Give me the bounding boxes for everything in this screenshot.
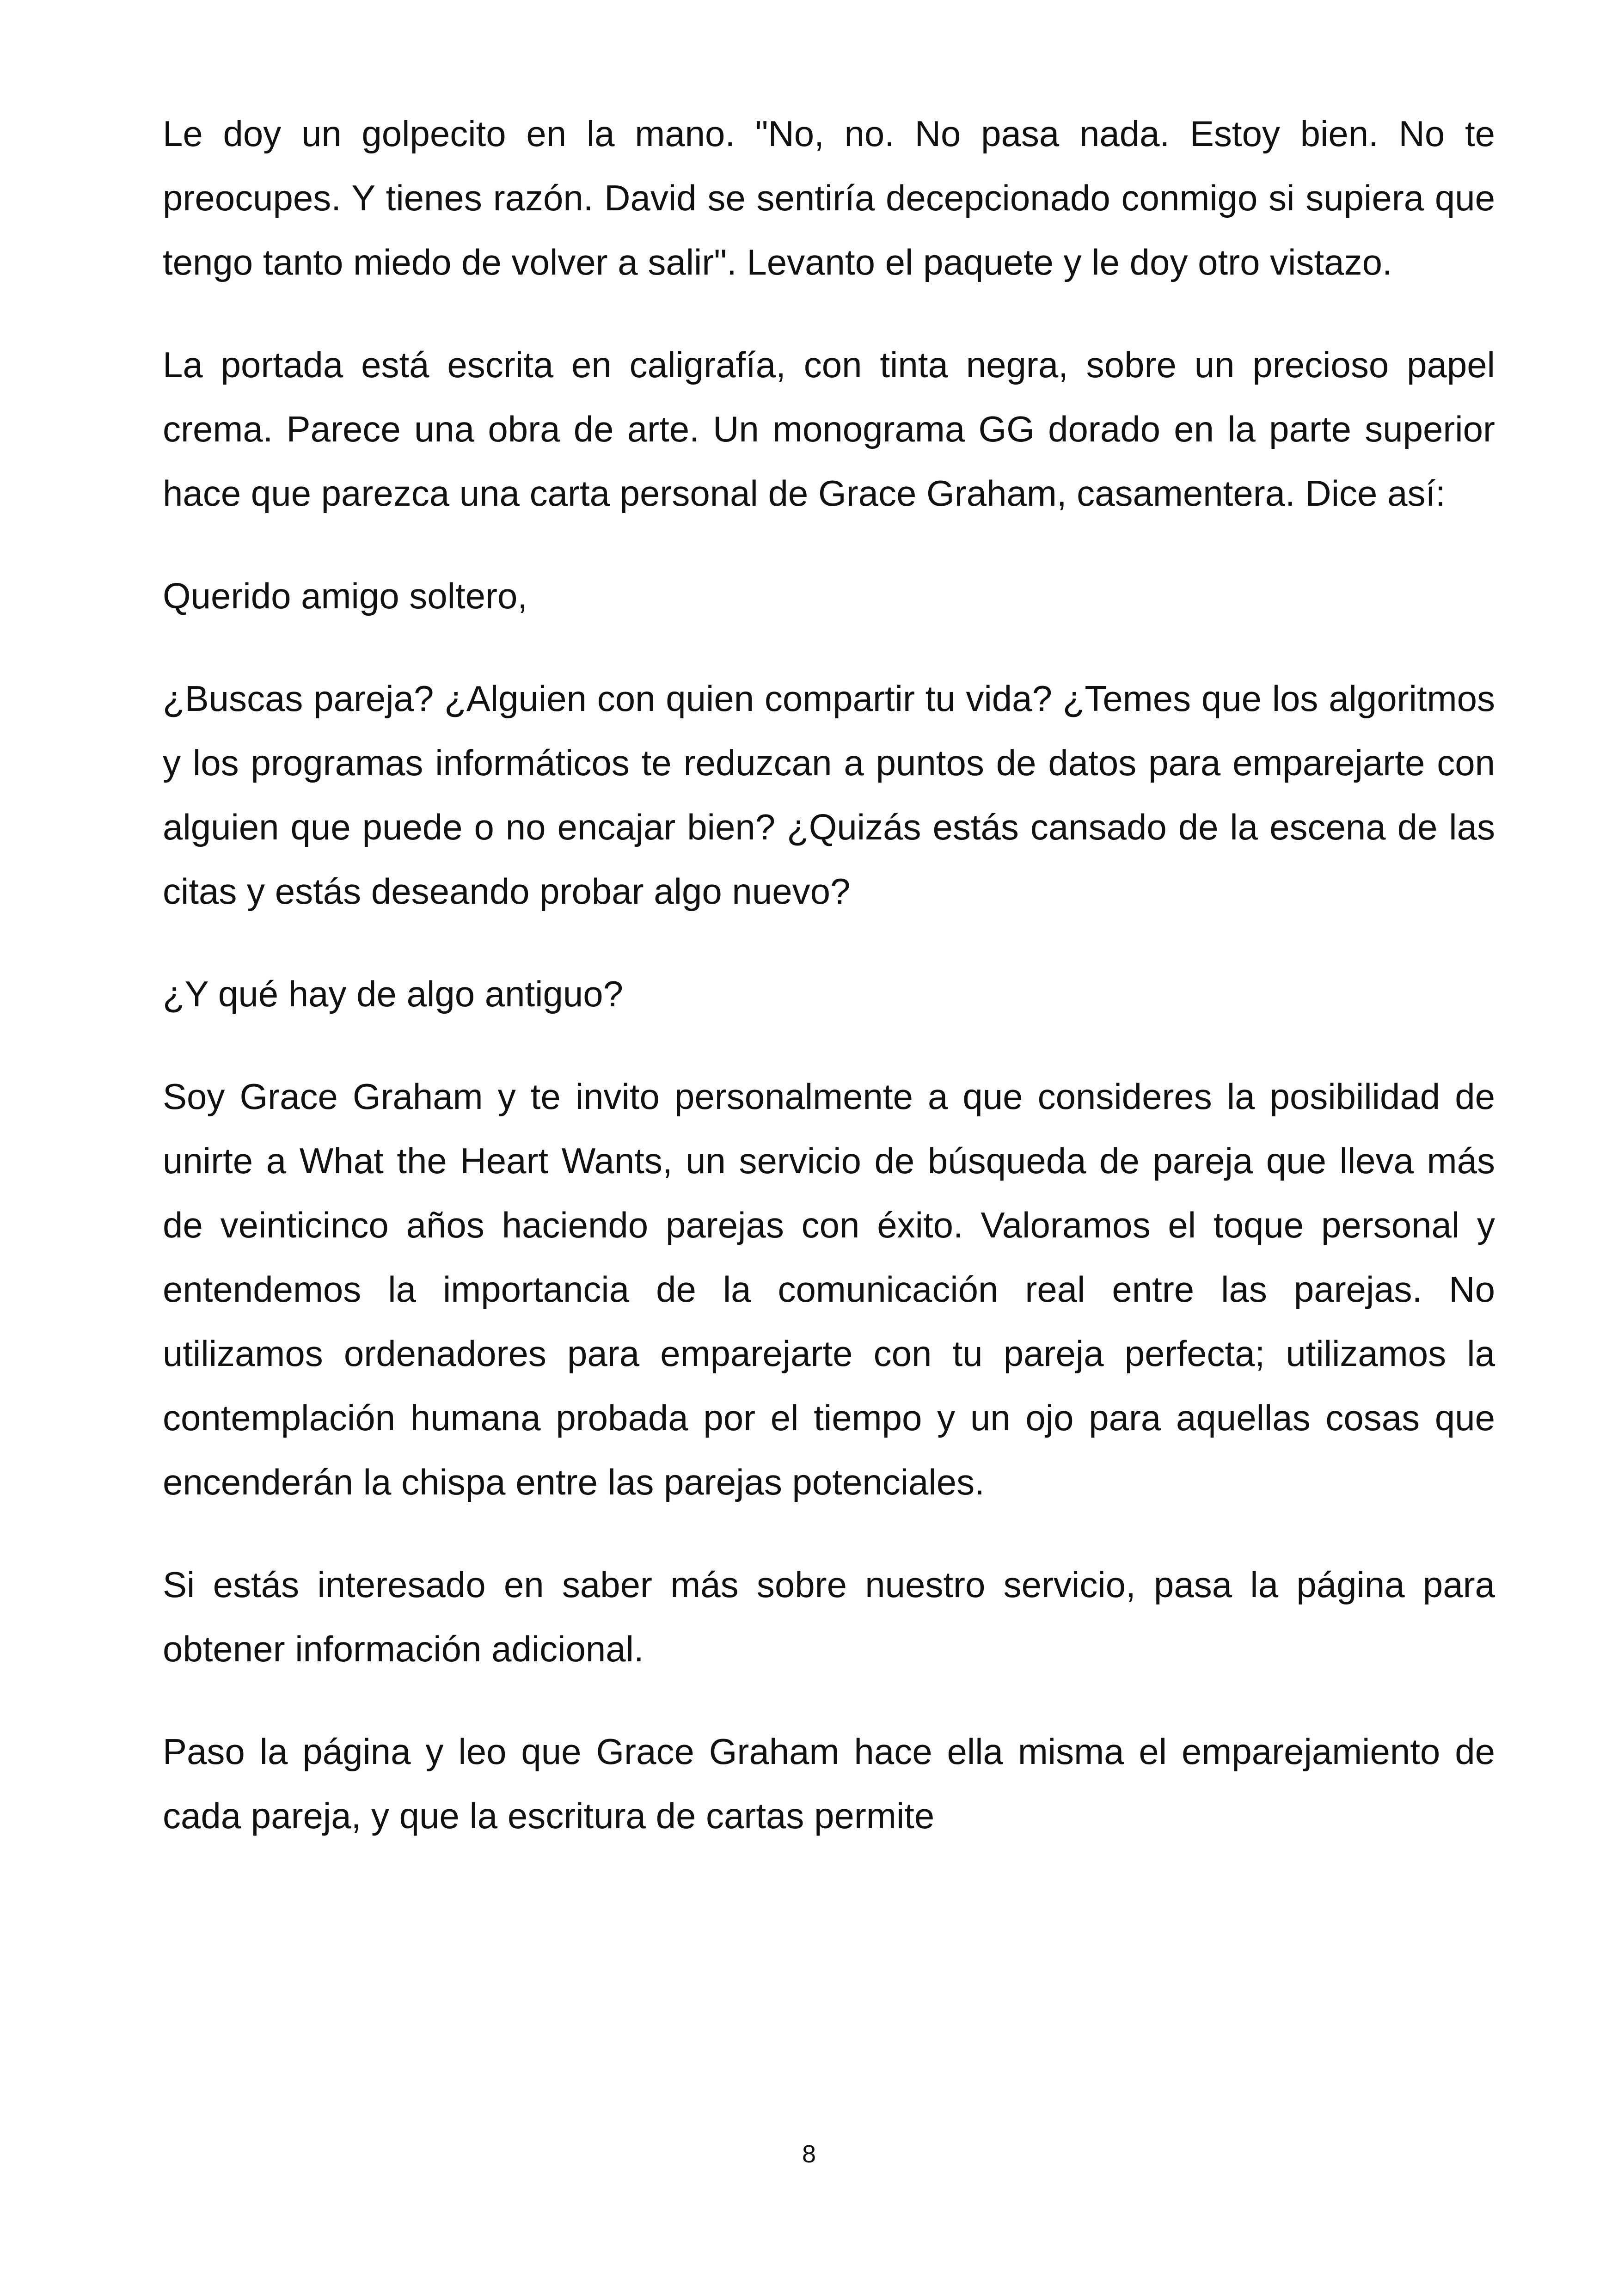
page-number: 8 bbox=[802, 2140, 816, 2168]
paragraph-4: ¿Buscas pareja? ¿Alguien con quien compartir tu vida? ¿Temes que los algoritmos y los programas informáticos te reduzcan a puntos de datos para emparejarte con alguien que puede o no encajar bien? ¿Quizás estás cansado de la escena de las citas y estás deseando probar algo nuevo? bbox=[163, 678, 1495, 912]
paragraph-7: Si estás interesado en saber más sobre nuestro servicio, pasa la página para obtener información adicional. bbox=[163, 1564, 1495, 1669]
paragraph-1: Le doy un golpecito en la mano. "No, no. No pasa nada. Estoy bien. No te preocupes. Y tienes razón. David se sentiría decepcionado conmigo si supiera que tengo tanto miedo de volver a salir". Levanto el paquete y le doy otro vistazo. bbox=[163, 113, 1495, 282]
paragraph-5: ¿Y qué hay de algo antiguo? bbox=[163, 974, 624, 1014]
paragraph-2: La portada está escrita en caligrafía, con tinta negra, sobre un precioso papel crema. Parece una obra de arte. Un monograma GG dorado en la parte superior hace que parezca una carta personal de Grace Graham, casamentera. Dice así: bbox=[163, 344, 1495, 514]
paragraph-6: Soy Grace Graham y te invito personalmente a que consideres la posibilidad de unirte a What the Heart Wants, un servicio de búsqueda de pareja que lleva más de veinticinco años haciendo parejas con éxito. Valoramos el toque personal y entendemos la importancia de la comunicación real entre las parejas. No utilizamos ordenadores para emparejarte con tu pareja perfecta; utilizamos la contemplación humana probada por el tiempo y un ojo para aquellas cosas que encenderán la chispa entre las parejas potenciales. bbox=[163, 1076, 1495, 1502]
body-text bbox=[163, 102, 1495, 1848]
paragraph-8: Paso la página y leo que Grace Graham hace ella misma el emparejamiento de cada pareja, y que la escritura de cartas permite bbox=[163, 1731, 1495, 1836]
paragraph-3: Querido amigo soltero, bbox=[163, 576, 528, 616]
